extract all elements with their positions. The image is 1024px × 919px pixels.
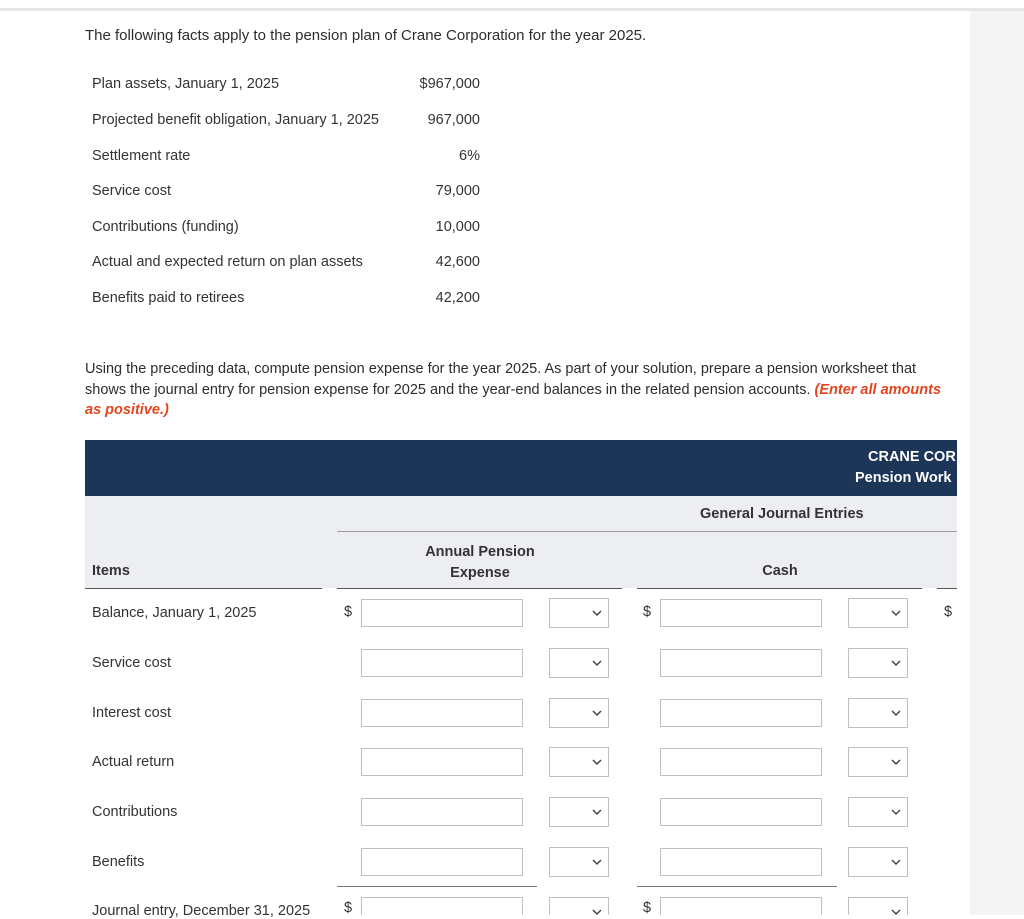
- ape-header-rule: [337, 588, 622, 589]
- chevron-down-icon: [592, 807, 602, 817]
- chevron-down-icon: [592, 857, 602, 867]
- cash-select-interest-cost[interactable]: [848, 698, 908, 728]
- cash-input-balance[interactable]: [660, 599, 822, 627]
- chevron-down-icon: [891, 857, 901, 867]
- chevron-down-icon: [891, 708, 901, 718]
- ape-input-contributions[interactable]: [361, 798, 523, 826]
- cash-select-contributions[interactable]: [848, 797, 908, 827]
- cash-input-benefits[interactable]: [660, 848, 822, 876]
- cash-select-balance[interactable]: [848, 598, 908, 628]
- chevron-down-icon: [592, 907, 602, 917]
- cash-subtotal-rule: [637, 886, 837, 887]
- instructions-warning: (Enter all amounts as positive.): [85, 381, 942, 418]
- cash-select-benefits[interactable]: [848, 847, 908, 877]
- fact-label-pbo: Projected benefit obligation, January 1, 2025: [92, 112, 379, 128]
- worksheet-title-subtitle: Pension Work: [855, 470, 952, 486]
- ape-select-contributions[interactable]: [549, 797, 609, 827]
- page-gutter: [970, 11, 1024, 915]
- fact-label-return: Actual and expected return on plan assets: [92, 254, 363, 270]
- instructions-text: Using the preceding data, compute pension expense for the year 2025. As part of your solution, prepare a pension worksheet that shows the journal entry for pension expense for 2025 and the year-end balances in the related pension accounts.: [85, 361, 917, 398]
- ape-subtotal-rule: [337, 886, 537, 887]
- chevron-down-icon: [891, 807, 901, 817]
- chevron-down-icon: [891, 608, 901, 618]
- chevron-down-icon: [592, 757, 602, 767]
- chevron-down-icon: [592, 658, 602, 668]
- worksheet-title-banner: [85, 440, 957, 496]
- row-label-journal-entry: Journal entry, December 31, 2025: [92, 903, 311, 919]
- row-label-interest-cost: Interest cost: [92, 705, 171, 721]
- chevron-down-icon: [891, 658, 901, 668]
- problem-intro: The following facts apply to the pension plan of Crane Corporation for the year 2025.: [85, 27, 647, 44]
- cash-input-actual-return[interactable]: [660, 748, 822, 776]
- cash-input-interest-cost[interactable]: [660, 699, 822, 727]
- column-header-annual-pension-expense: Annual Pension Expense: [425, 544, 535, 581]
- column-header-items: Items: [92, 563, 130, 579]
- top-divider: [0, 8, 1024, 11]
- row-label-contributions: Contributions: [92, 804, 178, 820]
- row-label-actual-return: Actual return: [92, 754, 175, 770]
- fact-label-plan-assets: Plan assets, January 1, 2025: [92, 76, 280, 92]
- row-label-service-cost: Service cost: [92, 655, 171, 671]
- cash-input-journal-entry[interactable]: [660, 897, 822, 915]
- ape-input-benefits[interactable]: [361, 848, 523, 876]
- fact-value-pbo: 967,000: [427, 112, 480, 128]
- ape-select-balance[interactable]: [549, 598, 609, 628]
- fact-value-benefits: 42,200: [435, 290, 480, 306]
- ape-input-service-cost[interactable]: [361, 649, 523, 677]
- fact-label-benefits: Benefits paid to retirees: [92, 290, 245, 306]
- row-label-balance: Balance, January 1, 2025: [92, 605, 257, 621]
- ape-select-journal-entry[interactable]: [549, 897, 609, 915]
- ape-input-journal-entry[interactable]: [361, 897, 523, 915]
- fact-value-return: 42,600: [435, 254, 480, 270]
- worksheet-title-company: CRANE COR: [868, 449, 956, 465]
- ape-select-service-cost[interactable]: [549, 648, 609, 678]
- fact-value-contributions: 10,000: [435, 219, 480, 235]
- next-col-dollar-sign: $: [944, 604, 953, 620]
- ape-dollar-sign: $: [344, 604, 353, 620]
- chevron-down-icon: [592, 608, 602, 618]
- ape-input-balance[interactable]: [361, 599, 523, 627]
- cash-input-contributions[interactable]: [660, 798, 822, 826]
- ape-dollar-sign-journal: $: [344, 900, 353, 916]
- cash-select-service-cost[interactable]: [848, 648, 908, 678]
- ape-input-actual-return[interactable]: [361, 748, 523, 776]
- ape-select-benefits[interactable]: [549, 847, 609, 877]
- chevron-down-icon: [592, 708, 602, 718]
- fact-label-settlement-rate: Settlement rate: [92, 148, 191, 164]
- next-col-header-rule: [937, 588, 957, 589]
- fact-label-contributions: Contributions (funding): [92, 219, 239, 235]
- fact-value-settlement-rate: 6%: [459, 148, 480, 164]
- column-header-cash: Cash: [762, 563, 798, 579]
- ape-select-actual-return[interactable]: [549, 747, 609, 777]
- ape-input-interest-cost[interactable]: [361, 699, 523, 727]
- group-header-rule: [337, 531, 957, 532]
- general-journal-entries-header: General Journal Entries: [700, 506, 864, 522]
- cash-select-actual-return[interactable]: [848, 747, 908, 777]
- chevron-down-icon: [891, 907, 901, 917]
- cash-dollar-sign: $: [643, 604, 652, 620]
- row-label-benefits: Benefits: [92, 854, 145, 870]
- instructions: [85, 359, 957, 421]
- chevron-down-icon: [891, 757, 901, 767]
- ape-select-interest-cost[interactable]: [549, 698, 609, 728]
- items-header-rule: [85, 588, 322, 589]
- fact-value-service-cost: 79,000: [435, 183, 480, 199]
- cash-select-journal-entry[interactable]: [848, 897, 908, 915]
- cash-input-service-cost[interactable]: [660, 649, 822, 677]
- cash-dollar-sign-journal: $: [643, 900, 652, 916]
- cash-header-rule: [637, 588, 922, 589]
- fact-label-service-cost: Service cost: [92, 183, 171, 199]
- fact-value-plan-assets: $967,000: [419, 76, 480, 92]
